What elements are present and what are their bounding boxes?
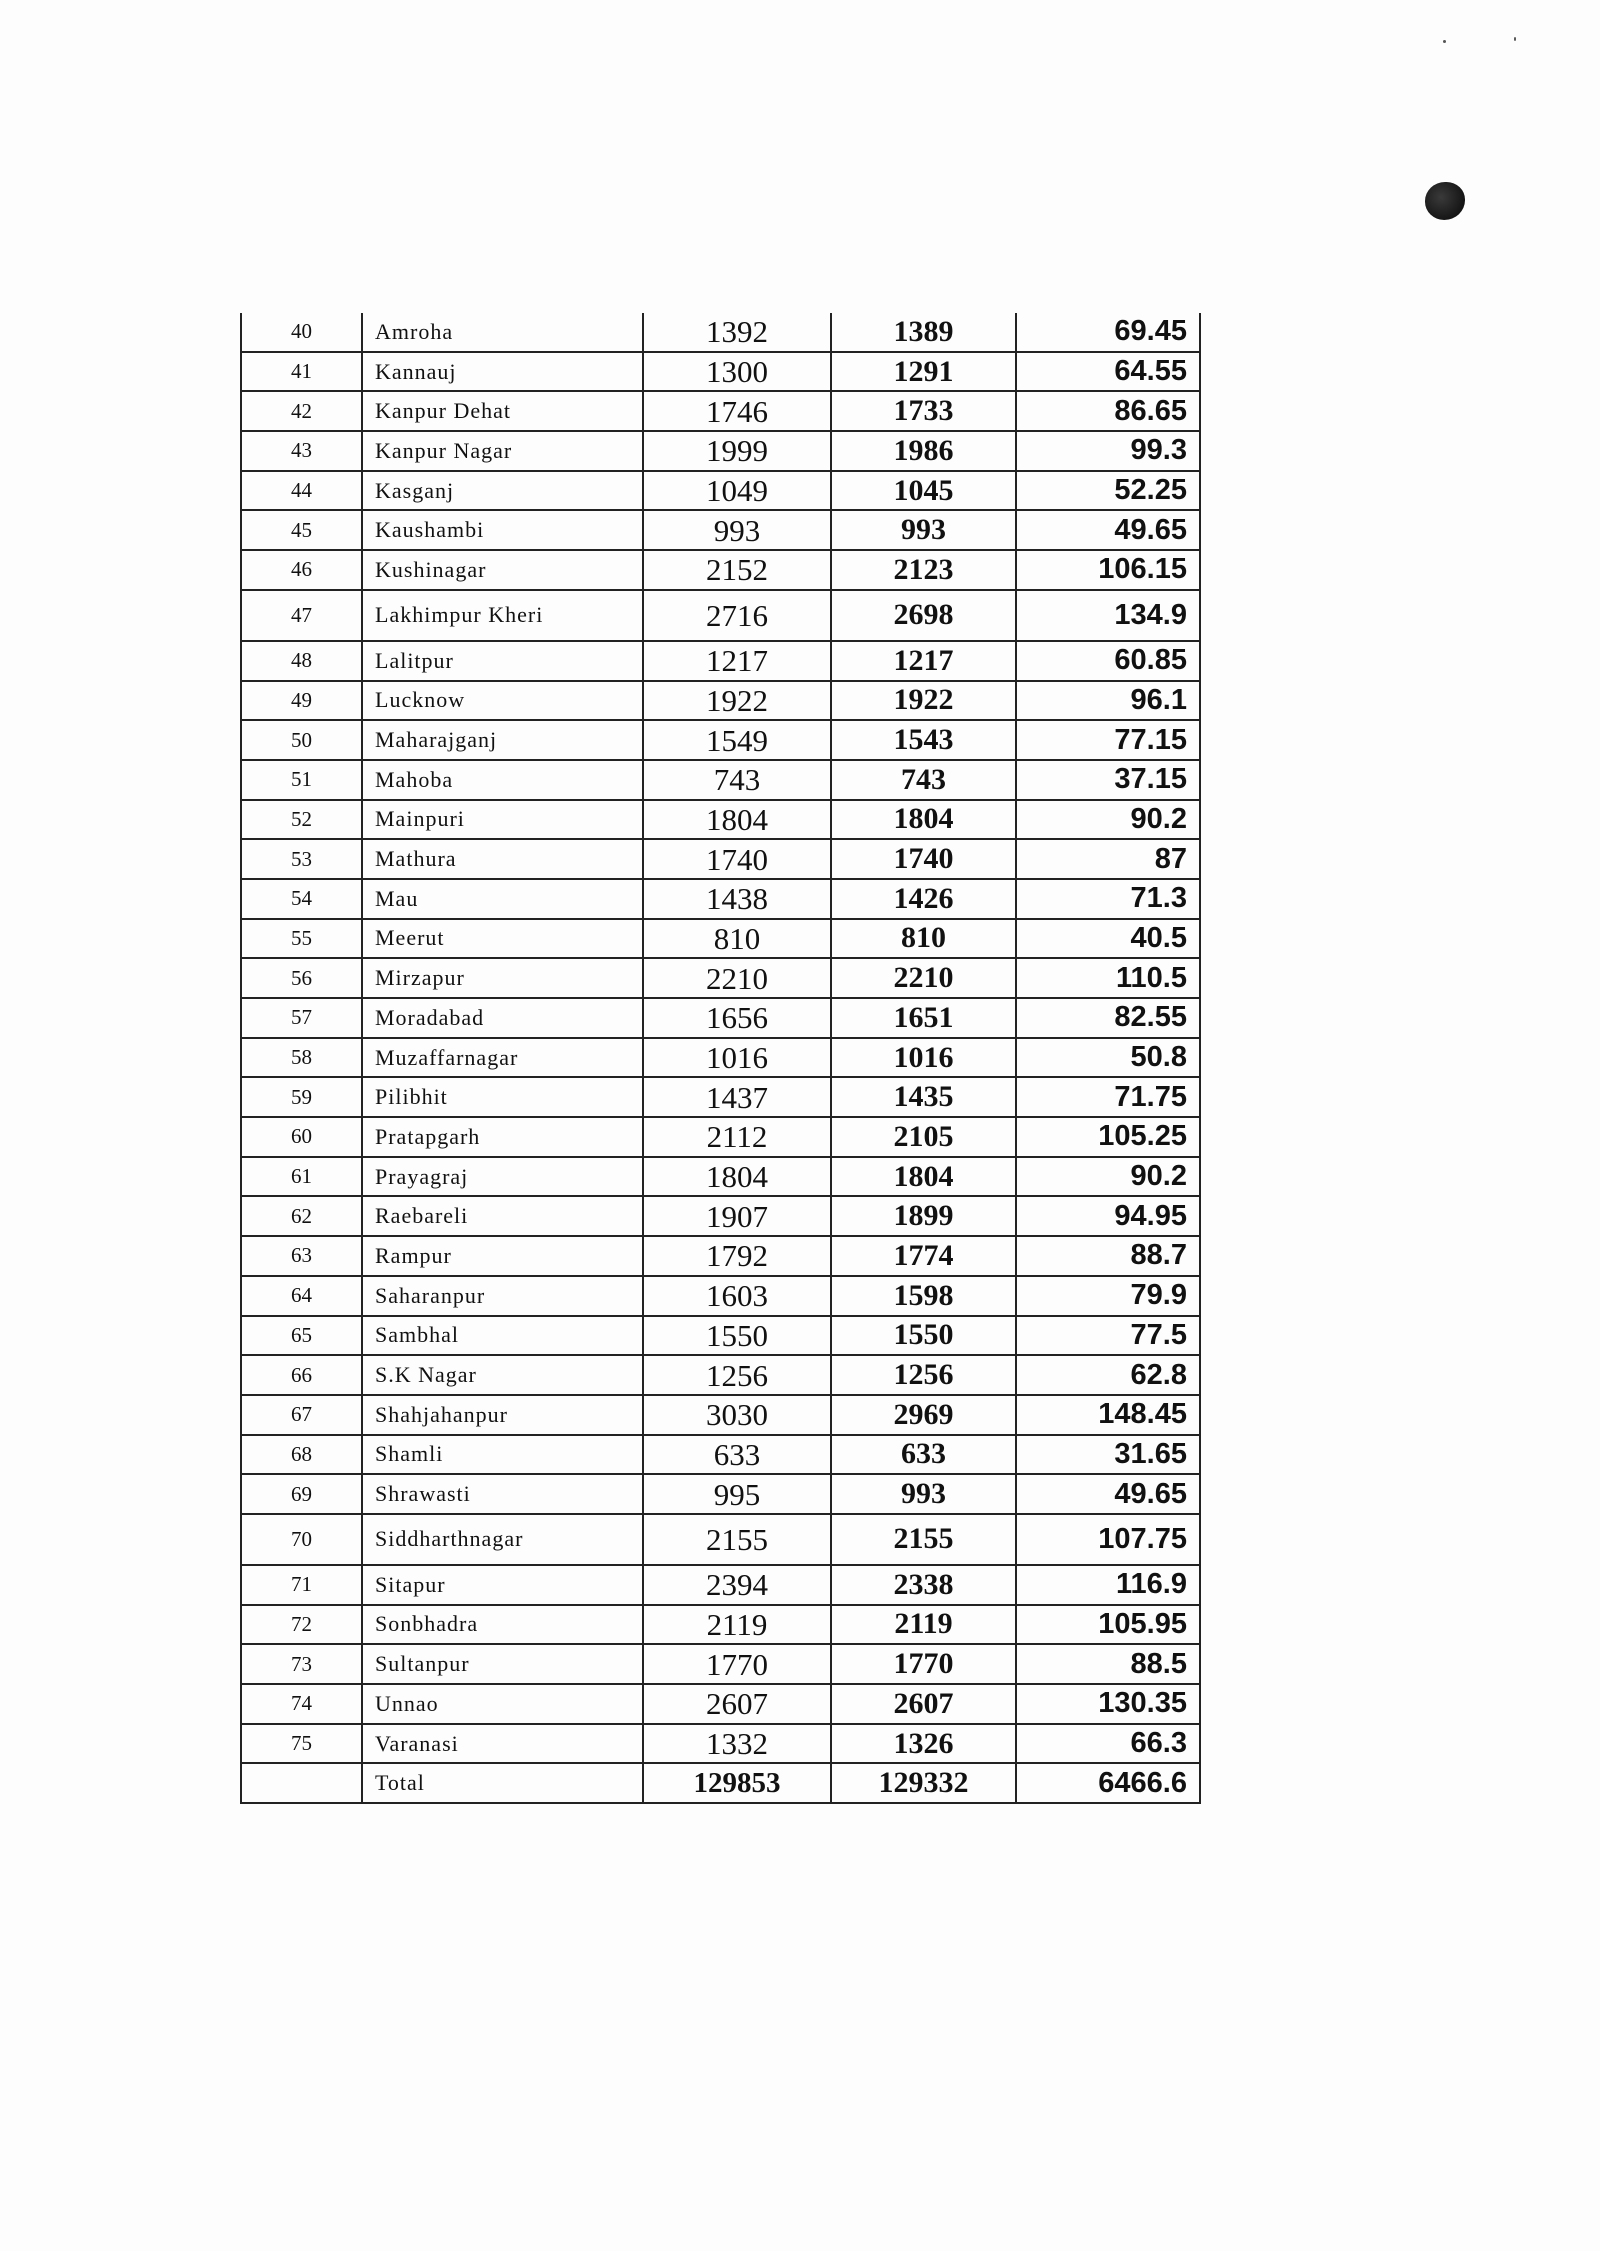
- table-row: [241, 313, 1200, 352]
- district-name-cell: Sambhal: [362, 1316, 643, 1356]
- ink-blot: [1425, 182, 1465, 220]
- district-name-cell: Kasganj: [362, 471, 643, 511]
- column-2-value-cell: 810: [643, 919, 831, 959]
- column-4-value-cell: 88.5: [1016, 1644, 1200, 1684]
- column-3-value-cell: 1426: [831, 879, 1016, 919]
- column-3-value-cell: 1389: [831, 313, 1016, 352]
- district-table: [240, 313, 1201, 1804]
- table-row: [241, 1514, 1200, 1565]
- table-row: [241, 1236, 1200, 1276]
- table-row: [241, 510, 1200, 550]
- district-name-cell: Lakhimpur Kheri: [362, 590, 643, 641]
- column-2-value-cell: 743: [643, 760, 831, 800]
- column-3-value-cell: 1986: [831, 431, 1016, 471]
- column-4-value-cell: 88.7: [1016, 1236, 1200, 1276]
- district-name-cell: Sultanpur: [362, 1644, 643, 1684]
- column-4-value-cell: 71.3: [1016, 879, 1200, 919]
- serial-number-cell: 51: [241, 760, 362, 800]
- column-2-value-cell: 1332: [643, 1724, 831, 1764]
- table-row: [241, 958, 1200, 998]
- table-row: [241, 839, 1200, 879]
- column-4-value-cell: 110.5: [1016, 958, 1200, 998]
- table-row: [241, 1077, 1200, 1117]
- table-row: [241, 1395, 1200, 1435]
- table-row: [241, 1474, 1200, 1514]
- table-row: [241, 1157, 1200, 1197]
- serial-number-cell: 41: [241, 352, 362, 392]
- column-3-value-cell: 993: [831, 1474, 1016, 1514]
- column-4-value-cell: 148.45: [1016, 1395, 1200, 1435]
- column-3-value-cell: 1740: [831, 839, 1016, 879]
- table-row: [241, 1565, 1200, 1605]
- district-name-cell: Moradabad: [362, 998, 643, 1038]
- column-3-value-cell: 2210: [831, 958, 1016, 998]
- column-4-value-cell: 49.65: [1016, 510, 1200, 550]
- total-column-4-cell: 6466.6: [1016, 1763, 1200, 1803]
- column-2-value-cell: 1746: [643, 391, 831, 431]
- serial-number-cell: 67: [241, 1395, 362, 1435]
- district-name-cell: Prayagraj: [362, 1157, 643, 1197]
- district-name-cell: Pratapgarh: [362, 1117, 643, 1157]
- column-3-value-cell: 1770: [831, 1644, 1016, 1684]
- column-4-value-cell: 37.15: [1016, 760, 1200, 800]
- column-4-value-cell: 77.5: [1016, 1316, 1200, 1356]
- column-2-value-cell: 1016: [643, 1038, 831, 1078]
- serial-number-cell: 54: [241, 879, 362, 919]
- district-name-cell: Kanpur Dehat: [362, 391, 643, 431]
- district-name-cell: Maharajganj: [362, 720, 643, 760]
- serial-number-cell: 72: [241, 1605, 362, 1645]
- table-row: [241, 431, 1200, 471]
- district-name-cell: Muzaffarnagar: [362, 1038, 643, 1078]
- column-3-value-cell: 1016: [831, 1038, 1016, 1078]
- serial-number-cell: 74: [241, 1684, 362, 1724]
- column-3-value-cell: 2607: [831, 1684, 1016, 1724]
- column-3-value-cell: 1550: [831, 1316, 1016, 1356]
- table-row: [241, 800, 1200, 840]
- table-row: [241, 1196, 1200, 1236]
- column-2-value-cell: 1217: [643, 641, 831, 681]
- district-name-cell: Amroha: [362, 313, 643, 352]
- district-name-cell: Kanpur Nagar: [362, 431, 643, 471]
- column-2-value-cell: 1549: [643, 720, 831, 760]
- column-2-value-cell: 2607: [643, 1684, 831, 1724]
- column-2-value-cell: 1437: [643, 1077, 831, 1117]
- table-row: [241, 760, 1200, 800]
- column-2-value-cell: 1804: [643, 800, 831, 840]
- column-2-value-cell: 2112: [643, 1117, 831, 1157]
- table-row: [241, 720, 1200, 760]
- column-4-value-cell: 49.65: [1016, 1474, 1200, 1514]
- column-3-value-cell: 1045: [831, 471, 1016, 511]
- column-3-value-cell: 1435: [831, 1077, 1016, 1117]
- column-2-value-cell: 2152: [643, 550, 831, 590]
- column-2-value-cell: 2119: [643, 1605, 831, 1645]
- column-3-value-cell: 1543: [831, 720, 1016, 760]
- scan-speck: [1514, 37, 1516, 41]
- column-4-value-cell: 60.85: [1016, 641, 1200, 681]
- column-2-value-cell: 1438: [643, 879, 831, 919]
- district-name-cell: Meerut: [362, 919, 643, 959]
- total-label-cell: Total: [362, 1763, 643, 1803]
- table-row: [241, 1724, 1200, 1764]
- column-4-value-cell: 90.2: [1016, 1157, 1200, 1197]
- column-4-value-cell: 87: [1016, 839, 1200, 879]
- district-name-cell: Varanasi: [362, 1724, 643, 1764]
- column-4-value-cell: 105.95: [1016, 1605, 1200, 1645]
- table-row: [241, 681, 1200, 721]
- table-row: [241, 391, 1200, 431]
- column-4-value-cell: 71.75: [1016, 1077, 1200, 1117]
- column-3-value-cell: 2123: [831, 550, 1016, 590]
- total-column-3-cell: 129332: [831, 1763, 1016, 1803]
- column-3-value-cell: 1651: [831, 998, 1016, 1038]
- district-name-cell: Rampur: [362, 1236, 643, 1276]
- district-name-cell: Mau: [362, 879, 643, 919]
- serial-number-cell: 73: [241, 1644, 362, 1684]
- total-row: [241, 1763, 1200, 1803]
- column-2-value-cell: 1770: [643, 1644, 831, 1684]
- column-2-value-cell: 1740: [643, 839, 831, 879]
- serial-number-cell: 45: [241, 510, 362, 550]
- serial-number-cell: 60: [241, 1117, 362, 1157]
- serial-number-cell: 68: [241, 1435, 362, 1475]
- column-4-value-cell: 96.1: [1016, 681, 1200, 721]
- column-4-value-cell: 130.35: [1016, 1684, 1200, 1724]
- table-row: [241, 352, 1200, 392]
- column-4-value-cell: 105.25: [1016, 1117, 1200, 1157]
- serial-number-cell: 42: [241, 391, 362, 431]
- serial-number-cell: 61: [241, 1157, 362, 1197]
- column-2-value-cell: 2716: [643, 590, 831, 641]
- serial-number-cell: 55: [241, 919, 362, 959]
- table-row: [241, 590, 1200, 641]
- district-name-cell: Mathura: [362, 839, 643, 879]
- column-4-value-cell: 77.15: [1016, 720, 1200, 760]
- column-3-value-cell: 1256: [831, 1355, 1016, 1395]
- serial-number-cell: 49: [241, 681, 362, 721]
- table-row: [241, 1684, 1200, 1724]
- serial-number-cell: 53: [241, 839, 362, 879]
- column-4-value-cell: 50.8: [1016, 1038, 1200, 1078]
- column-2-value-cell: 1804: [643, 1157, 831, 1197]
- serial-number-cell: 62: [241, 1196, 362, 1236]
- column-3-value-cell: 2155: [831, 1514, 1016, 1565]
- column-2-value-cell: 1656: [643, 998, 831, 1038]
- serial-number-cell: 65: [241, 1316, 362, 1356]
- serial-number-cell: 63: [241, 1236, 362, 1276]
- serial-number-cell: 59: [241, 1077, 362, 1117]
- table-row: [241, 1435, 1200, 1475]
- column-3-value-cell: 1733: [831, 391, 1016, 431]
- district-name-cell: Kushinagar: [362, 550, 643, 590]
- column-3-value-cell: 2338: [831, 1565, 1016, 1605]
- column-2-value-cell: 1999: [643, 431, 831, 471]
- column-3-value-cell: 2969: [831, 1395, 1016, 1435]
- column-3-value-cell: 1291: [831, 352, 1016, 392]
- table-body: [241, 313, 1200, 1803]
- column-4-value-cell: 62.8: [1016, 1355, 1200, 1395]
- scan-speck: [1443, 40, 1446, 43]
- column-3-value-cell: 1326: [831, 1724, 1016, 1764]
- district-name-cell: Sonbhadra: [362, 1605, 643, 1645]
- table-row: [241, 1276, 1200, 1316]
- table-row: [241, 641, 1200, 681]
- column-3-value-cell: 993: [831, 510, 1016, 550]
- total-column-2-cell: 129853: [643, 1763, 831, 1803]
- district-name-cell: Raebareli: [362, 1196, 643, 1236]
- column-2-value-cell: 1392: [643, 313, 831, 352]
- district-name-cell: S.K Nagar: [362, 1355, 643, 1395]
- table-row: [241, 471, 1200, 511]
- column-3-value-cell: 1598: [831, 1276, 1016, 1316]
- serial-number-cell: 75: [241, 1724, 362, 1764]
- district-name-cell: Lucknow: [362, 681, 643, 721]
- district-name-cell: Sitapur: [362, 1565, 643, 1605]
- column-2-value-cell: 1256: [643, 1355, 831, 1395]
- column-3-value-cell: 2105: [831, 1117, 1016, 1157]
- column-2-value-cell: 633: [643, 1435, 831, 1475]
- column-3-value-cell: 743: [831, 760, 1016, 800]
- column-2-value-cell: 2210: [643, 958, 831, 998]
- column-4-value-cell: 79.9: [1016, 1276, 1200, 1316]
- serial-number-cell: 50: [241, 720, 362, 760]
- district-name-cell: Shamli: [362, 1435, 643, 1475]
- column-4-value-cell: 107.75: [1016, 1514, 1200, 1565]
- district-name-cell: Mainpuri: [362, 800, 643, 840]
- column-3-value-cell: 2698: [831, 590, 1016, 641]
- serial-number-cell: 48: [241, 641, 362, 681]
- column-4-value-cell: 69.45: [1016, 313, 1200, 352]
- column-2-value-cell: 1792: [643, 1236, 831, 1276]
- column-4-value-cell: 31.65: [1016, 1435, 1200, 1475]
- serial-number-cell: 56: [241, 958, 362, 998]
- district-name-cell: Unnao: [362, 1684, 643, 1724]
- column-2-value-cell: 1300: [643, 352, 831, 392]
- serial-number-cell: 64: [241, 1276, 362, 1316]
- district-name-cell: Kannauj: [362, 352, 643, 392]
- table-row: [241, 1605, 1200, 1645]
- column-4-value-cell: 64.55: [1016, 352, 1200, 392]
- column-2-value-cell: 1603: [643, 1276, 831, 1316]
- column-3-value-cell: 633: [831, 1435, 1016, 1475]
- column-4-value-cell: 134.9: [1016, 590, 1200, 641]
- column-4-value-cell: 66.3: [1016, 1724, 1200, 1764]
- serial-number-cell: 44: [241, 471, 362, 511]
- column-4-value-cell: 94.95: [1016, 1196, 1200, 1236]
- serial-number-cell: 70: [241, 1514, 362, 1565]
- column-3-value-cell: 1804: [831, 800, 1016, 840]
- table-row: [241, 1316, 1200, 1356]
- column-4-value-cell: 52.25: [1016, 471, 1200, 511]
- column-4-value-cell: 40.5: [1016, 919, 1200, 959]
- district-name-cell: Lalitpur: [362, 641, 643, 681]
- column-4-value-cell: 90.2: [1016, 800, 1200, 840]
- district-name-cell: Pilibhit: [362, 1077, 643, 1117]
- column-2-value-cell: 1907: [643, 1196, 831, 1236]
- table-row: [241, 1644, 1200, 1684]
- column-2-value-cell: 1922: [643, 681, 831, 721]
- column-2-value-cell: 1049: [643, 471, 831, 511]
- serial-number-cell: 71: [241, 1565, 362, 1605]
- column-4-value-cell: 86.65: [1016, 391, 1200, 431]
- serial-number-cell: 40: [241, 313, 362, 352]
- column-4-value-cell: 116.9: [1016, 1565, 1200, 1605]
- district-name-cell: Saharanpur: [362, 1276, 643, 1316]
- serial-number-cell: 69: [241, 1474, 362, 1514]
- district-name-cell: Shahjahanpur: [362, 1395, 643, 1435]
- column-3-value-cell: 1899: [831, 1196, 1016, 1236]
- district-name-cell: Kaushambi: [362, 510, 643, 550]
- table-row: [241, 919, 1200, 959]
- serial-number-cell: 43: [241, 431, 362, 471]
- table-row: [241, 1355, 1200, 1395]
- serial-number-cell: 58: [241, 1038, 362, 1078]
- total-blank-cell: [241, 1763, 362, 1803]
- serial-number-cell: 46: [241, 550, 362, 590]
- column-4-value-cell: 82.55: [1016, 998, 1200, 1038]
- column-2-value-cell: 995: [643, 1474, 831, 1514]
- serial-number-cell: 57: [241, 998, 362, 1038]
- serial-number-cell: 52: [241, 800, 362, 840]
- column-3-value-cell: 1804: [831, 1157, 1016, 1197]
- column-2-value-cell: 2394: [643, 1565, 831, 1605]
- district-name-cell: Shrawasti: [362, 1474, 643, 1514]
- column-3-value-cell: 1922: [831, 681, 1016, 721]
- column-3-value-cell: 1774: [831, 1236, 1016, 1276]
- column-2-value-cell: 2155: [643, 1514, 831, 1565]
- column-2-value-cell: 3030: [643, 1395, 831, 1435]
- table-row: [241, 879, 1200, 919]
- column-2-value-cell: 1550: [643, 1316, 831, 1356]
- serial-number-cell: 66: [241, 1355, 362, 1395]
- column-3-value-cell: 2119: [831, 1605, 1016, 1645]
- table-row: [241, 550, 1200, 590]
- column-3-value-cell: 810: [831, 919, 1016, 959]
- column-3-value-cell: 1217: [831, 641, 1016, 681]
- district-name-cell: Mirzapur: [362, 958, 643, 998]
- column-2-value-cell: 993: [643, 510, 831, 550]
- table-row: [241, 1117, 1200, 1157]
- table-row: [241, 998, 1200, 1038]
- column-4-value-cell: 106.15: [1016, 550, 1200, 590]
- district-name-cell: Siddharthnagar: [362, 1514, 643, 1565]
- serial-number-cell: 47: [241, 590, 362, 641]
- district-name-cell: Mahoba: [362, 760, 643, 800]
- table-row: [241, 1038, 1200, 1078]
- column-4-value-cell: 99.3: [1016, 431, 1200, 471]
